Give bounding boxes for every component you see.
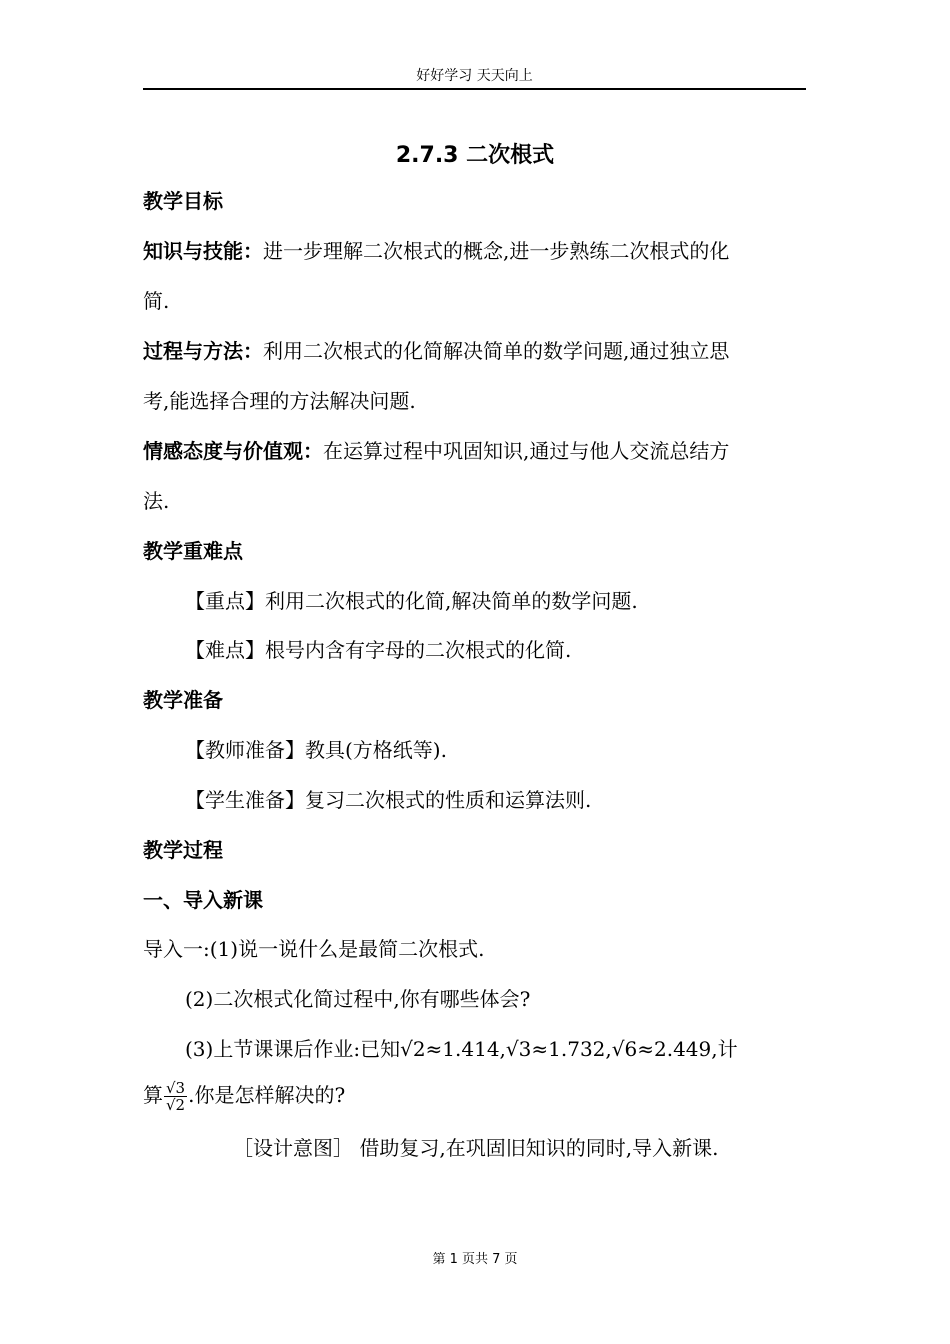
process-line	[143, 337, 813, 365]
sqrt-2: √2	[400, 1037, 426, 1061]
page-header	[143, 66, 806, 90]
intro-1: 导入一:(1)说一说什么是最简二次根式.	[143, 937, 485, 961]
approx-1: ≈1.414,	[425, 1037, 506, 1061]
fraction-denominator: √2	[166, 1096, 186, 1114]
header-text: 好好学习 天天向上	[416, 68, 533, 84]
intro-3	[185, 1035, 855, 1063]
intro-3-text: (3)上节课课后作业:已知	[185, 1037, 401, 1061]
process-line-2: 考,能选择合理的方法解决问题.	[143, 389, 416, 413]
key-heading: 教学重难点	[143, 539, 243, 563]
fraction	[164, 1080, 187, 1113]
teacher-prep: 【教师准备】教具(方格纸等).	[185, 738, 447, 762]
knowledge-text: 进一步理解二次根式的概念,进一步熟练二次根式的化	[263, 239, 730, 263]
emotion-text: 在运算过程中巩固知识,通过与他人交流总结方	[323, 439, 730, 463]
fraction-numerator: √3	[166, 1079, 186, 1097]
process-heading: 教学过程	[143, 838, 223, 862]
page-footer: 第 1 页共 7 页	[432, 1252, 518, 1267]
student-prep: 【学生准备】复习二次根式的性质和运算法则.	[185, 788, 592, 812]
emotion-label: 情感态度与价值观：	[143, 439, 323, 463]
goals-heading: 教学目标	[143, 189, 223, 213]
prep-heading: 教学准备	[143, 688, 223, 712]
calc-text: 算	[143, 1083, 163, 1107]
page-title: 2.7.3 二次根式	[395, 143, 555, 168]
knowledge-line	[143, 237, 813, 265]
intro-3-end: .你是怎样解决的?	[188, 1083, 346, 1107]
approx-2: ≈1.732,	[531, 1037, 612, 1061]
process-text: 利用二次根式的化简解决简单的数学问题,通过独立思	[263, 339, 730, 363]
intro-heading: 一、导入新课	[143, 888, 263, 912]
sqrt-6: √6	[611, 1037, 638, 1061]
process-label: 过程与方法：	[143, 339, 263, 363]
sqrt-3: √3	[505, 1037, 532, 1061]
design-intent: ［设计意图］ 借助复习,在巩固旧知识的同时,导入新课.	[233, 1136, 719, 1160]
hard-point: 【难点】根号内含有字母的二次根式的化简.	[185, 638, 572, 662]
intro-2: (2)二次根式化简过程中,你有哪些体会?	[185, 987, 531, 1011]
knowledge-line-2: 简.	[143, 289, 170, 313]
emotion-line-2: 法.	[143, 489, 170, 513]
key-point: 【重点】利用二次根式的化简,解决简单的数学问题.	[185, 589, 638, 613]
approx-3: ≈2.449,计	[637, 1037, 738, 1061]
knowledge-label: 知识与技能：	[143, 239, 263, 263]
emotion-line	[143, 437, 813, 465]
intro-3-cont	[143, 1080, 813, 1113]
